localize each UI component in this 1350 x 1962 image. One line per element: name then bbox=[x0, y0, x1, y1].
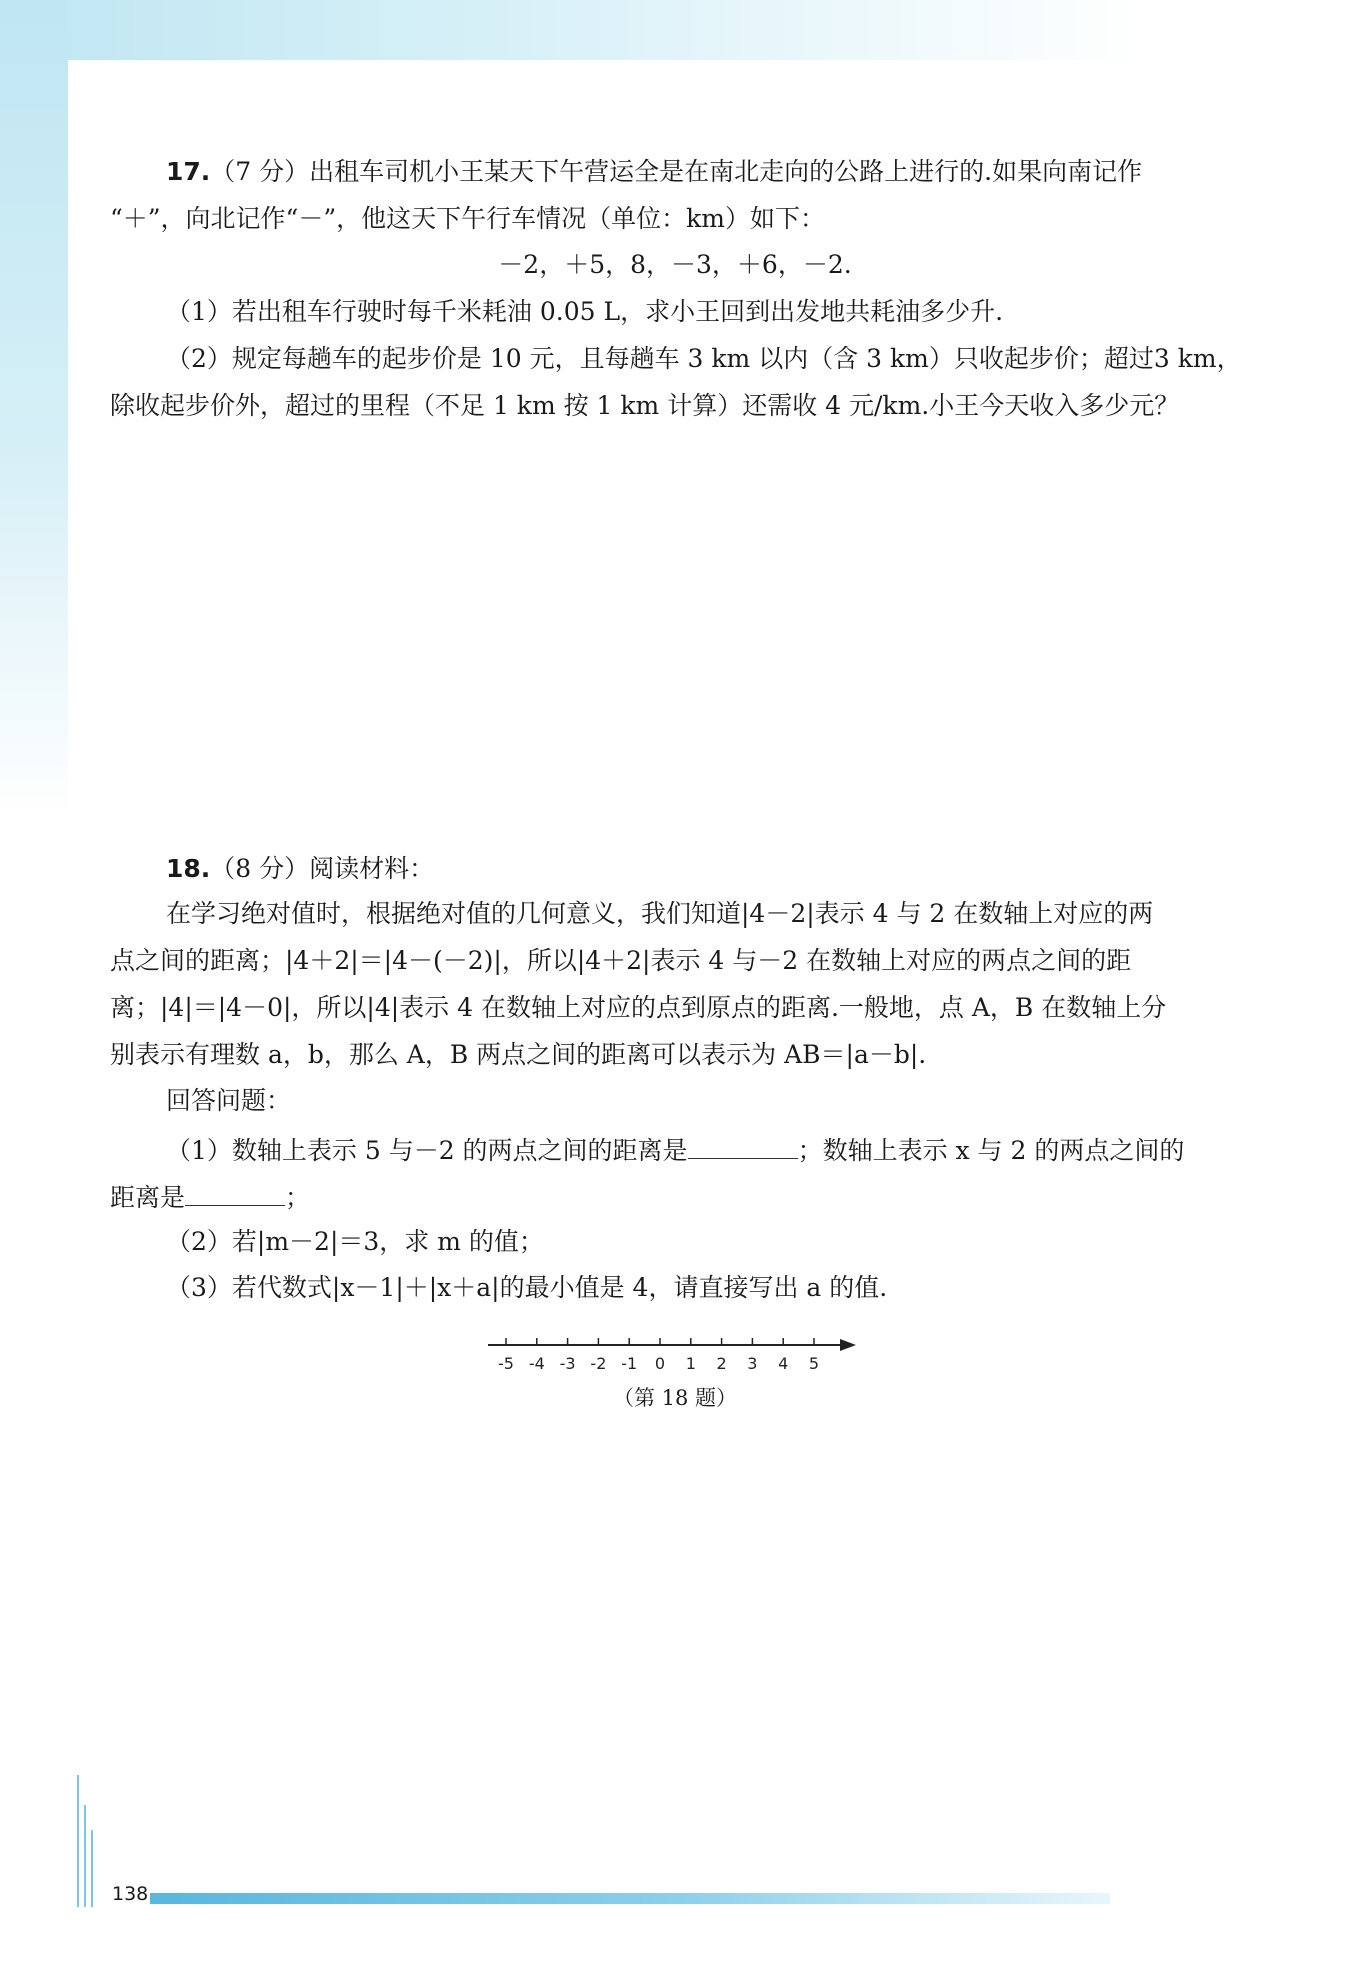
q17-part2-line1: （2）规定每趟车的起步价是 10 元，且每趟车 3 km 以内（含 3 km）只收起步价；超过3 km， bbox=[166, 344, 1242, 373]
number-line-tick-label: 4 bbox=[778, 1354, 789, 1373]
figure-caption: （第 18 题） bbox=[612, 1386, 738, 1410]
q17-number: 17. bbox=[166, 157, 211, 186]
number-line-tick-label: -3 bbox=[559, 1354, 576, 1373]
page-number: 138 bbox=[112, 1883, 149, 1905]
q18-title: （8 分）阅读材料： bbox=[210, 854, 435, 883]
q17-part1: （1）若出租车行驶时每千米耗油 0.05 L，求小王回到出发地共耗油多少升. bbox=[166, 297, 1004, 326]
q17-part2-line2: 除收起步价外，超过的里程（不足 1 km 按 1 km 计算）还需收 4 元/km.小王今天收入多少元？ bbox=[110, 391, 1180, 420]
q18-part1-text-b: ；数轴上表示 x 与 2 的两点之间的 bbox=[797, 1136, 1185, 1165]
number-line-tick-label: 2 bbox=[716, 1354, 727, 1373]
number-line-tick-label: 5 bbox=[808, 1354, 820, 1373]
q18-part2: （2）若|m－2|＝3，求 m 的值； bbox=[166, 1227, 544, 1256]
q17-data-line: －2，＋5，8，－3，＋6，－2. bbox=[498, 250, 852, 279]
number-line-tick-label: -4 bbox=[528, 1354, 545, 1373]
number-line-tick-label: 0 bbox=[654, 1354, 666, 1373]
q18-number: 18. bbox=[166, 854, 211, 883]
number-line-tick-label: -1 bbox=[621, 1354, 638, 1373]
q18-part1-text-d: ； bbox=[285, 1183, 311, 1212]
q18-part1-text-a: （1）数轴上表示 5 与－2 的两点之间的距离是 bbox=[166, 1136, 688, 1165]
q18-part3: （3）若代数式|x－1|＋|x＋a|的最小值是 4，请直接写出 a 的值. bbox=[166, 1273, 888, 1302]
number-line-ticks bbox=[498, 1338, 819, 1373]
q17-intro: （7 分）出租车司机小王某天下午营运全是在南北走向的公路上进行的.如果向南记作 bbox=[210, 157, 1143, 186]
q18-para4: 别表示有理数 a，b，那么 A，B 两点之间的距离可以表示为 AB＝|a－b|. bbox=[110, 1040, 927, 1069]
q18-para2: 点之间的距离；|4＋2|＝|4－(－2)|，所以|4＋2|表示 4 与－2 在数轴上对应的两点之间的距 bbox=[110, 946, 1132, 975]
number-line-arrow-icon bbox=[840, 1339, 856, 1351]
number-line-tick-label: 3 bbox=[747, 1354, 758, 1373]
q17-line2: “＋”，向北记作“－”，他这天下午行车情况（单位：km）如下： bbox=[110, 204, 825, 233]
number-line-tick-label: 1 bbox=[685, 1354, 696, 1373]
number-line-tick-label: -5 bbox=[498, 1354, 514, 1373]
footer-color-bar bbox=[150, 1893, 1110, 1904]
number-line-tick-label: -2 bbox=[590, 1354, 607, 1373]
q18-part1-text-c: 距离是 bbox=[110, 1183, 186, 1212]
q18-para1: 在学习绝对值时，根据绝对值的几何意义，我们知道|4－2|表示 4 与 2 在数轴上对应的两 bbox=[166, 899, 1154, 928]
q18-prompt: 回答问题： bbox=[166, 1086, 292, 1115]
q18-para3: 离；|4|＝|4－0|，所以|4|表示 4 在数轴上对应的点到原点的距离.一般地，点 A，B 在数轴上分 bbox=[110, 993, 1167, 1022]
footer-vertical-lines bbox=[76, 1775, 106, 1915]
